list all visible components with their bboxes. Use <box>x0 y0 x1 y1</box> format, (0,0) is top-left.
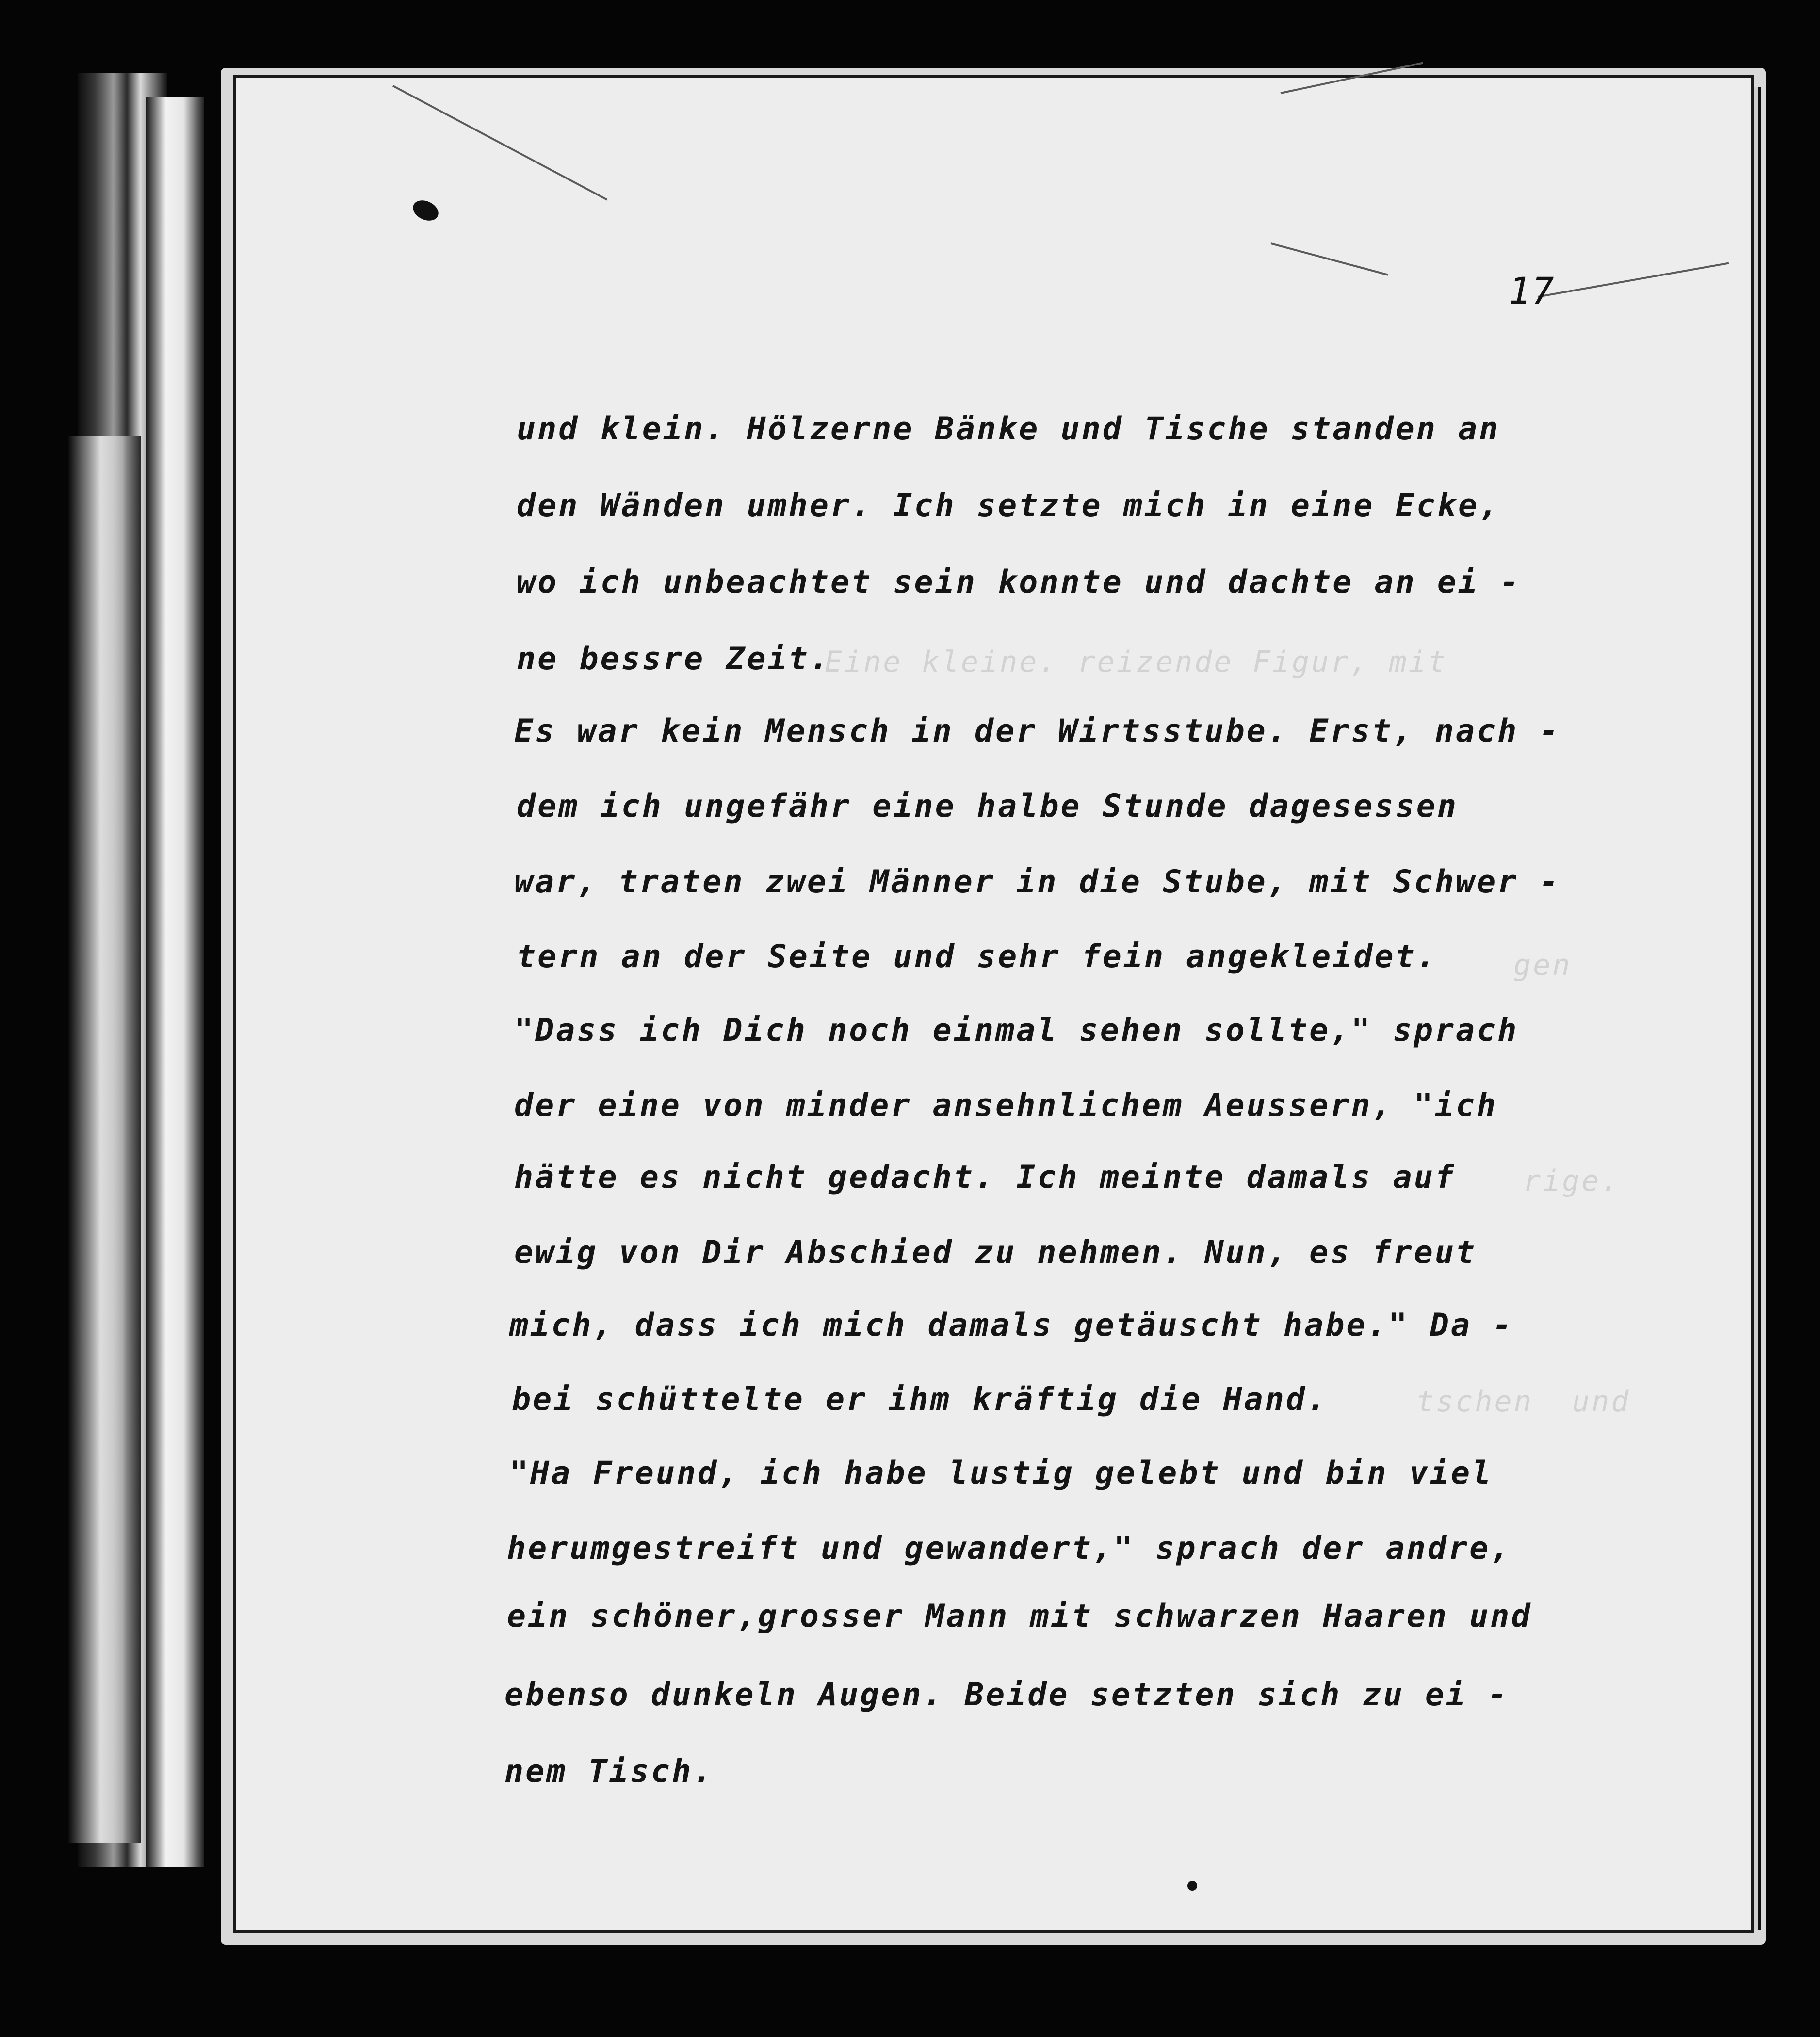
text-line: ebenso dunkeln Augen. Beide setzten sich zu ei - <box>504 1677 1509 1713</box>
bleed-through-text: Eine kleine. reizende Figur, mit <box>825 645 1447 679</box>
text-line: bei schüttelte er ihm kräftig die Hand. <box>512 1381 1328 1418</box>
bleed-through-text: tschen und <box>1416 1385 1631 1419</box>
text-line: und klein. Hölzerne Bänke und Tische standen an <box>517 411 1500 447</box>
spine-highlight <box>68 436 141 1843</box>
ink-dot <box>1187 1881 1197 1891</box>
text-line: "Dass ich Dich noch einmal sehen sollte," sprach <box>514 1012 1519 1049</box>
text-line: Es war kein Mensch in der Wirtsstube. Erst, nach - <box>514 713 1560 749</box>
stacked-page-edges <box>146 97 204 1867</box>
bleed-through-text: gen <box>1513 948 1572 982</box>
text-line: den Wänden umher. Ich setzte mich in eine Ecke, <box>517 487 1500 524</box>
page-number: 17 <box>1509 269 1555 312</box>
text-line: nem Tisch. <box>504 1753 714 1790</box>
bleed-through-text: rige. <box>1523 1164 1621 1198</box>
text-line: der eine von minder ansehnlichem Aeussern, "ich <box>514 1087 1498 1124</box>
text-line: ne bessre Zeit. <box>517 641 830 677</box>
text-line: hätte es nicht gedacht. Ich meinte damals auf <box>514 1159 1456 1196</box>
text-line: ein schöner,grosser Mann mit schwarzen Haaren und <box>507 1598 1532 1634</box>
text-line: mich, dass ich mich damals getäuscht habe." Da - <box>509 1307 1514 1343</box>
document-page <box>233 75 1754 1933</box>
text-line: tern an der Seite und sehr fein angekleidet. <box>517 938 1437 975</box>
text-line: "Ha Freund, ich habe lustig gelebt und bin viel <box>509 1455 1493 1491</box>
text-line: wo ich unbeachtet sein konnte und dachte an ei - <box>517 564 1521 600</box>
text-line: herumgestreift und gewandert," sprach der andre, <box>507 1530 1511 1567</box>
text-line: dem ich ungefähr eine halbe Stunde dagesessen <box>517 788 1458 824</box>
text-line: war, traten zwei Männer in die Stube, mit Schwer - <box>514 864 1560 900</box>
text-line: ewig von Dir Abschied zu nehmen. Nun, es freut <box>514 1234 1477 1271</box>
